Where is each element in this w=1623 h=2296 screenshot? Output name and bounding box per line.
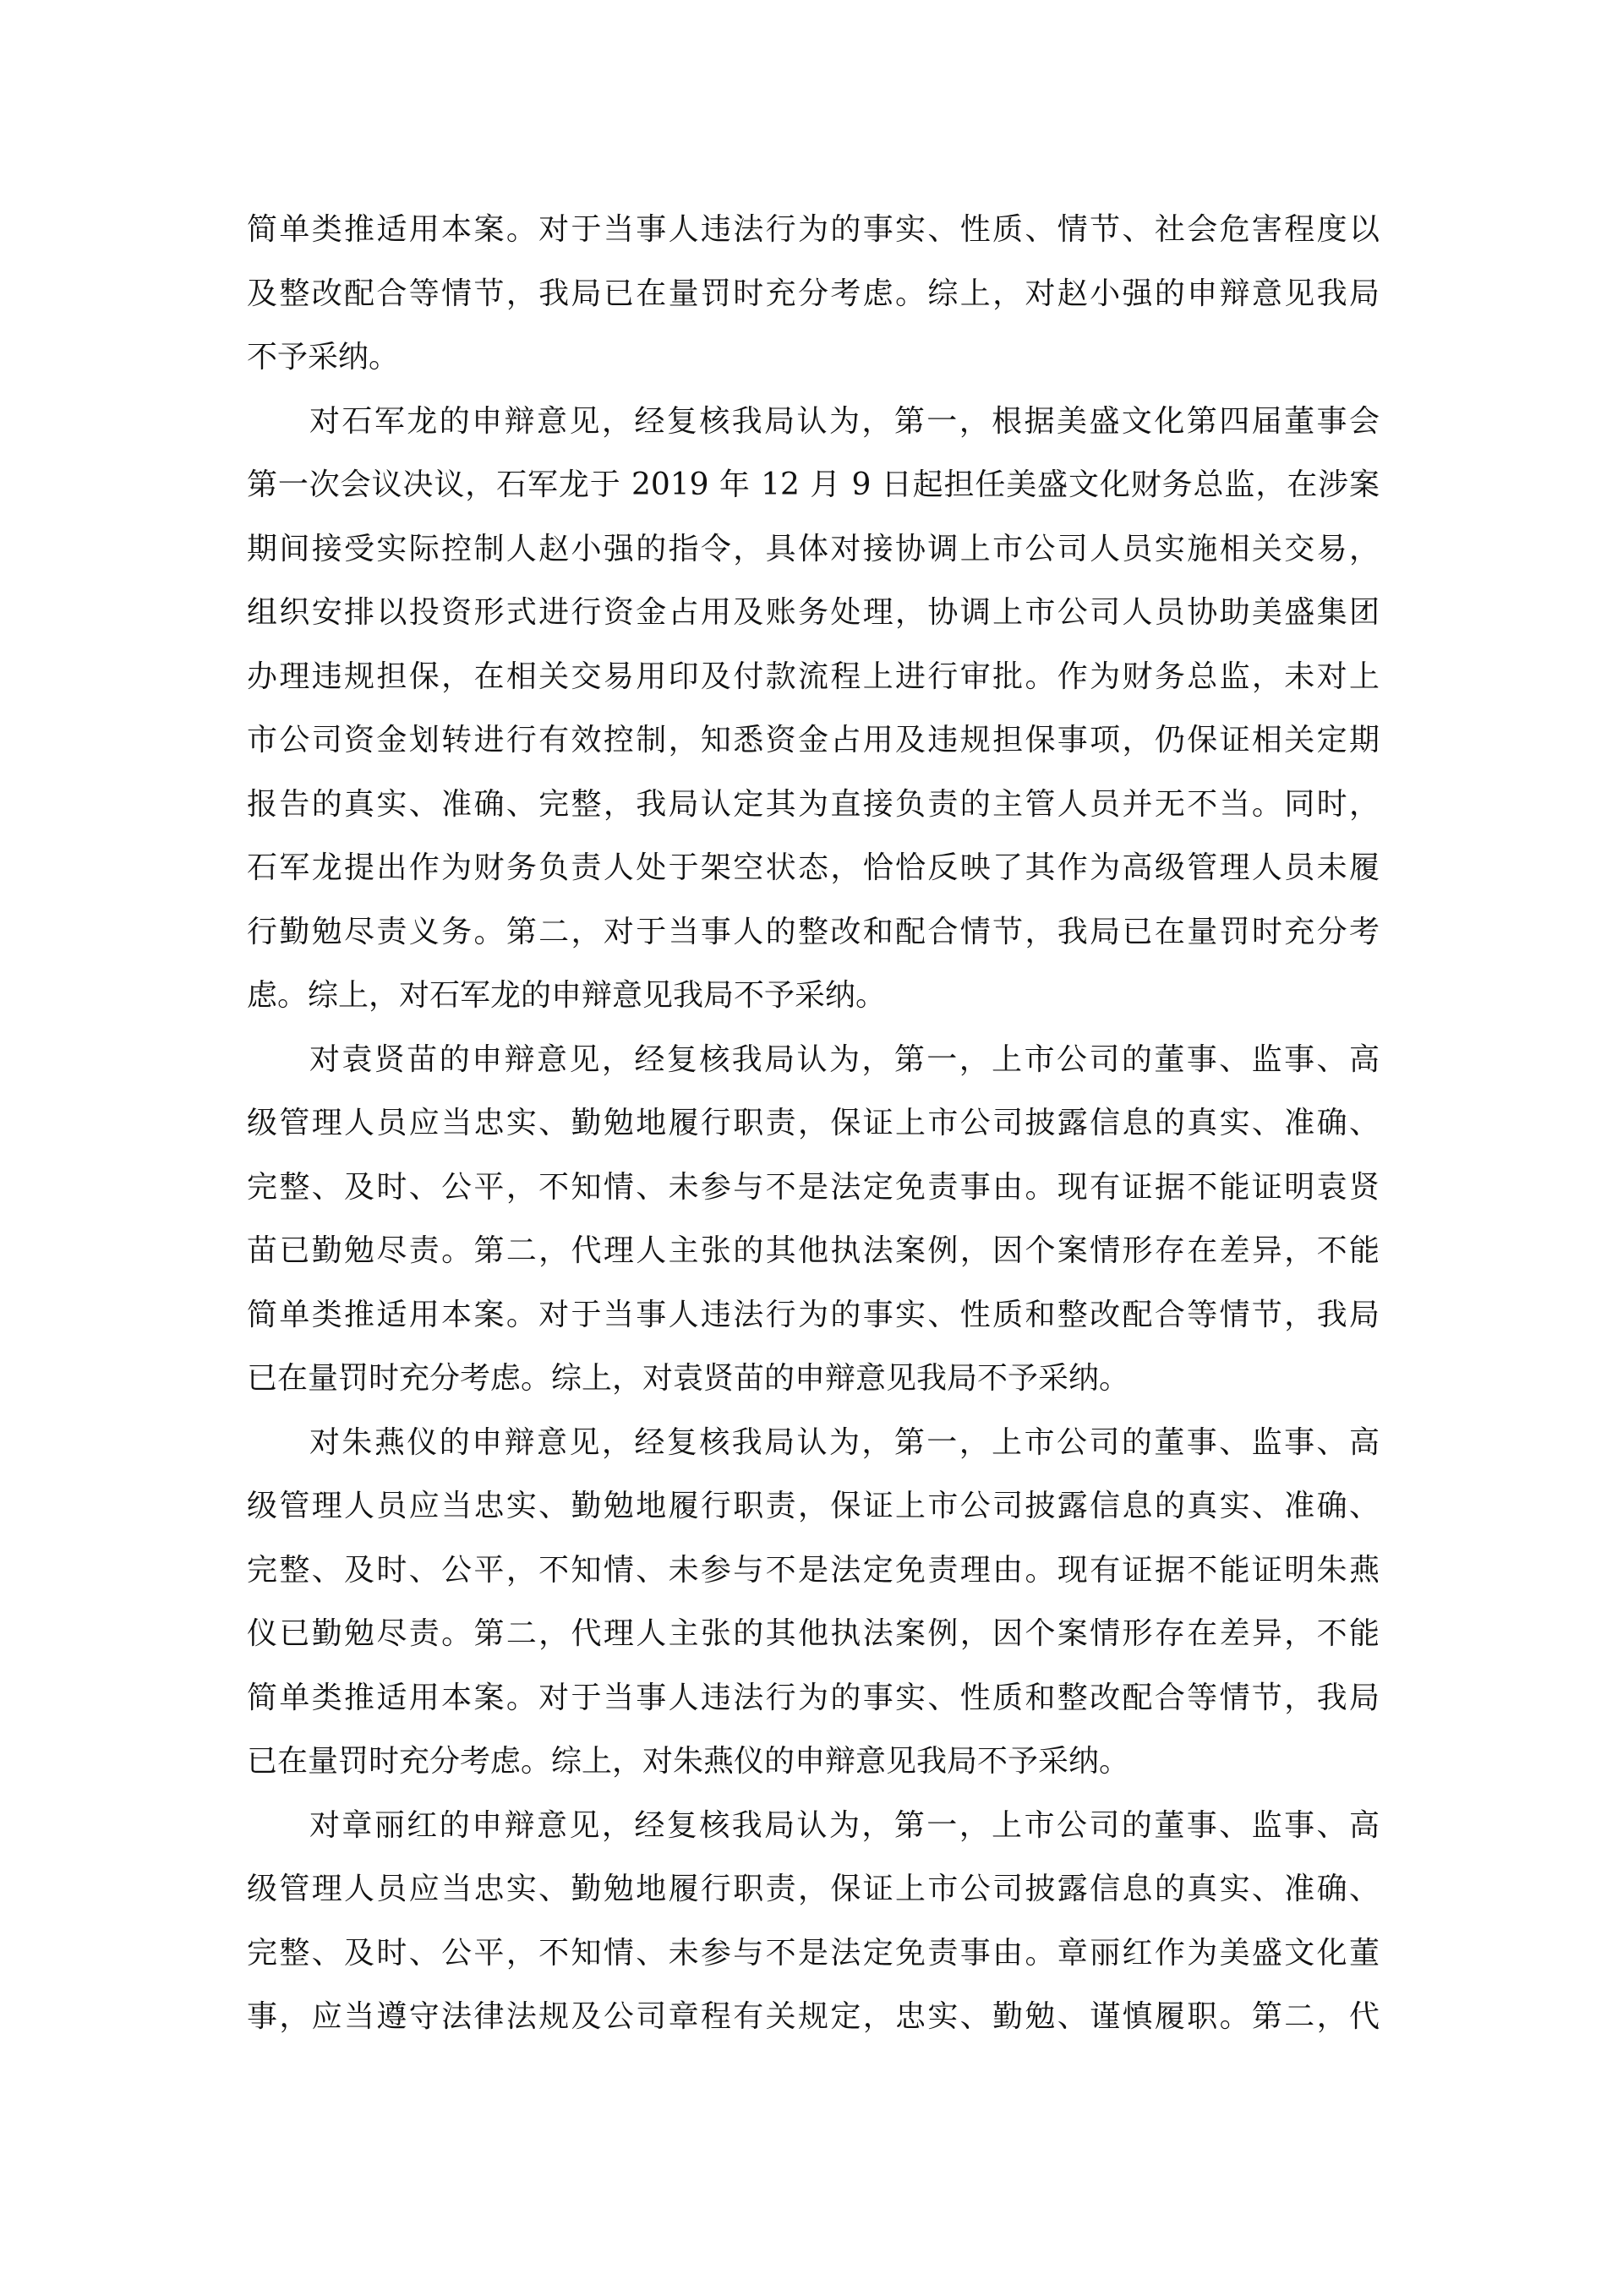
text-line: 对袁贤苗的申辩意见，经复核我局认为，第一，上市公司的董事、监事、高 [309, 1041, 1380, 1077]
text-line: 行勤勉尽责义务。第二，对于当事人的整改和配合情节，我局已在量罚时充分考 [247, 914, 1380, 949]
text-line: 完整、及时、公平，不知情、未参与不是法定免责事由。现有证据不能证明袁贤 [247, 1169, 1380, 1205]
text-line: 虑。综上，对石军龙的申辩意见我局不予采纳。 [247, 978, 887, 1013]
text-line: 及整改配合等情节，我局已在量罚时充分考虑。综上，对赵小强的申辩意见我局 [247, 276, 1380, 311]
text-line: 级管理人员应当忠实、勤勉地履行职责，保证上市公司披露信息的真实、准确、 [247, 1489, 1380, 1523]
text-line: 简单类推适用本案。对于当事人违法行为的事实、性质和整改配合等情节，我局 [247, 1680, 1380, 1715]
text-line: 苗已勤勉尽责。第二，代理人主张的其他执法案例，因个案情形存在差异，不能 [247, 1233, 1380, 1268]
text-line: 级管理人员应当忠实、勤勉地履行职责，保证上市公司披露信息的真实、准确、 [247, 1106, 1380, 1140]
text-line: 组织安排以投资形式进行资金占用及账务处理，协调上市公司人员协助美盛集团 [247, 595, 1380, 630]
text-line: 不予采纳。 [247, 340, 400, 374]
text-line: 级管理人员应当忠实、勤勉地履行职责，保证上市公司披露信息的真实、准确、 [247, 1872, 1380, 1906]
paragraph-zhu-yanyi [247, 1421, 1380, 1804]
text-line: 期间接受实际控制人赵小强的指令，具体对接协调上市公司人员实施相关交易， [247, 531, 1380, 566]
text-line: 完整、及时、公平，不知情、未参与不是法定免责理由。现有证据不能证明朱燕 [247, 1552, 1380, 1588]
text-line: 市公司资金划转进行有效控制，知悉资金占用及违规担保事项，仍保证相关定期 [247, 723, 1380, 757]
text-line: 石军龙提出作为财务负责人处于架空状态，恰恰反映了其作为高级管理人员未履 [247, 850, 1380, 885]
text-line: 报告的真实、准确、完整，我局认定其为直接负责的主管人员并无不当。同时， [247, 786, 1380, 822]
text-line: 对朱燕仪的申辩意见，经复核我局认为，第一，上市公司的董事、监事、高 [309, 1424, 1380, 1460]
text-line: 完整、及时、公平，不知情、未参与不是法定免责事由。章丽红作为美盛文化董 [247, 1935, 1380, 1971]
text-line: 已在量罚时充分考虑。综上，对朱燕仪的申辩意见我局不予采纳。 [247, 1744, 1130, 1779]
paragraph-shi-junlong [247, 400, 1380, 1038]
text-line: 简单类推适用本案。对于当事人违法行为的事实、性质和整改配合等情节，我局 [247, 1297, 1380, 1332]
text-line: 事，应当遵守法律法规及公司章程有关规定，忠实、勤勉、谨慎履职。第二，代 [247, 1999, 1380, 2034]
text-line: 对章丽红的申辩意见，经复核我局认为，第一，上市公司的董事、监事、高 [309, 1807, 1380, 1843]
text-line: 办理违规担保，在相关交易用印及付款流程上进行审批。作为财务总监，未对上 [247, 659, 1380, 694]
paragraph-zhang-lihong [247, 1804, 1380, 2059]
text-line: 仪已勤勉尽责。第二，代理人主张的其他执法案例，因个案情形存在差异，不能 [247, 1616, 1380, 1651]
text-line: 已在量罚时充分考虑。综上，对袁贤苗的申辩意见我局不予采纳。 [247, 1361, 1130, 1396]
text-line: 第一次会议决议，石军龙于 2019 年 12 月 9 日起担任美盛文化财务总监，在涉案 [247, 467, 1380, 502]
document-body [247, 208, 1380, 2059]
text-line: 对石军龙的申辩意见，经复核我局认为，第一，根据美盛文化第四届董事会 [309, 403, 1380, 439]
paragraph-yuan-xianmiao [247, 1038, 1380, 1421]
text-line: 简单类推适用本案。对于当事人违法行为的事实、性质、情节、社会危害程度以 [247, 212, 1380, 247]
paragraph-zhao-xiaoqiang-tail [247, 208, 1380, 400]
